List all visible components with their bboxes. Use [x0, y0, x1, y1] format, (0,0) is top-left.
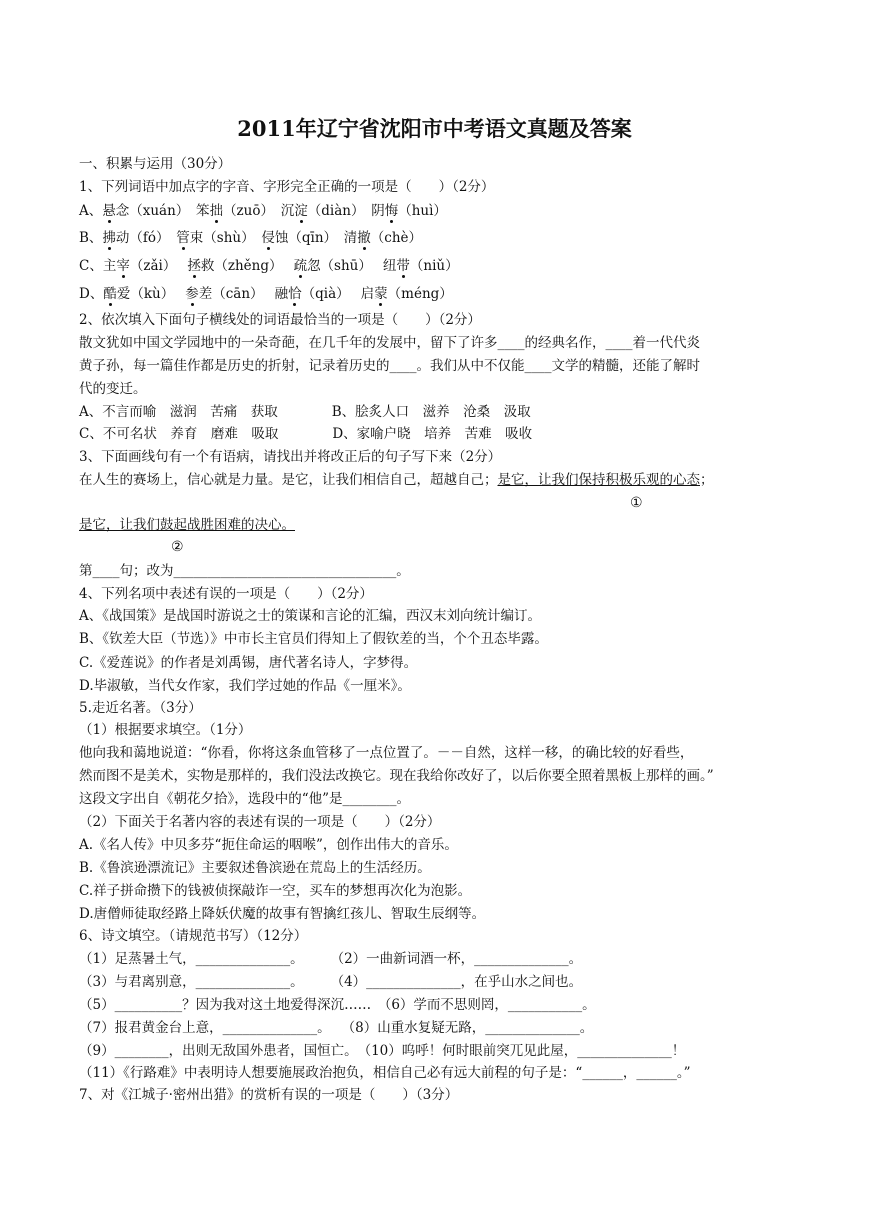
question-7-stem: 7、对《江城子·密州出猎》的赏析有误的一项是（ ）（3分） [79, 1087, 459, 1103]
question-3-passage-line: 在人生的赛场上，信心就是力量。是它，让我们相信自己，超越自己；是它，让我们保持积极乐观的心态； [79, 472, 714, 488]
underlined-sentence-2: 是它，让我们鼓起战胜困难的决心。 [79, 517, 295, 533]
question-2-passage-line: 代的变迁。 [79, 381, 147, 397]
question-3-answer-blank: 第____句；改为_________________________________。 [79, 563, 410, 579]
question-4-option-d: D.毕淑敏，当代女作家，我们学过她的作品《一厘米》。 [79, 678, 411, 694]
question-5-option-c: C.祥子拼命攒下的钱被侦探敲诈一空，买车的梦想再次化为泡影。 [79, 883, 472, 899]
question-5-sub-1: （1）根据要求填空。（1分） [79, 722, 252, 738]
question-6-line: （7）报君黄金台上意，______________。 （8）山重水复疑无路，______________。 [79, 1020, 594, 1036]
question-6-line: （11）《行路难》中表明诗人想要施展政治抱负，相信自己必有远大前程的句子是：“______，______。” [79, 1065, 691, 1081]
question-6-stem: 6、诗文填空。（请规范书写）（12分） [79, 928, 308, 944]
question-1-option-a: A、悬念（xuán） 笨拙（zuō） 沉淀（diàn） 阴悔（huì） [79, 203, 447, 219]
question-5-option-d: D.唐僧师徒取经路上降妖伏魔的故事有智擒红孩儿、智取生辰纲等。 [79, 906, 486, 922]
question-5-passage-line: 他向我和蔼地说道：“你看，你将这条血管移了一点位置了。－－自然，这样一移，的确比较的好看些， [79, 745, 694, 761]
question-6-line: （1）足蒸暑土气，______________。 （2）一曲新词酒一杯，______________。 [79, 951, 583, 967]
question-6-line: （9）________，出则无敌国外患者，国恒亡。 （10）呜呼！何时眼前突兀见此屋，______________！ [79, 1043, 686, 1059]
question-5-stem: 5.走近名著。（3分） [79, 700, 202, 716]
question-4-option-c: C.《爱莲说》的作者是刘禹锡，唐代著名诗人，字梦得。 [79, 655, 418, 671]
question-4-option-b: B、《钦差大臣（节选）》中市长主官员们得知上了假钦差的当，个个丑态毕露。 [79, 631, 548, 647]
sentence-marker-1: ① [630, 495, 643, 511]
question-3-stem: 3、下面画线句有一个有语病，请找出并将改正后的句子写下来（2分） [79, 449, 502, 465]
question-5-passage-line: 然而图不是美术，实物是那样的，我们没法改换它。现在我给你改好了，以后你要全照着黑板上那样的画。” [79, 768, 714, 784]
question-5-option-b: B.《鲁滨逊漂流记》主要叙述鲁滨逊在荒岛上的生活经历。 [79, 860, 431, 876]
question-1-option-c: C、主宰（zǎi） 拯救（zhěng） 疏忽（shū） 纽带（niǔ） [79, 258, 459, 274]
question-1-option-b: B、拂动（fó） 管束（shù） 侵蚀（qīn） 清撤（chè） [79, 230, 423, 246]
underlined-sentence-1: 是它，让我们保持积极乐观的心态 [497, 472, 700, 488]
page-title: 2011年辽宁省沈阳市中考语文真题及答案 [237, 116, 632, 141]
question-1-stem: 1、下列词语中加点字的字音、字形完全正确的一项是（ ）（2分） [79, 179, 495, 195]
question-2-options-ab: A、不言而喻 滋润 苦痛 获取 B、脍炙人口 滋养 沧桑 汲取 [79, 404, 531, 420]
question-5-sub-2: （2）下面关于名著内容的表述有误的一项是（ ）（2分） [79, 814, 441, 830]
question-2-options-cd: C、不可名状 养育 磨难 吸取 D、家喻户晓 培养 苦难 吸收 [79, 426, 533, 442]
question-2-stem: 2、依次填入下面句子横线处的词语最恰当的一项是（ ）（2分） [79, 312, 481, 328]
question-2-passage-line: 黄子孙，每一篇佳作都是历史的折射，记录着历史的____。我们从中不仅能____文学的精髓，还能了解时 [79, 358, 700, 374]
question-4-stem: 4、下列名项中表述有误的一项是（ ）（2分） [79, 586, 373, 602]
question-4-option-a: A、《战国策》是战国时游说之士的策谋和言论的汇编，西汉末刘向统计编订。 [79, 608, 541, 624]
question-2-passage-line: 散文犹如中国文学园地中的一朵奇葩，在几千年的发展中，留下了许多____的经典名作，____着一代代炎 [79, 335, 700, 351]
question-6-line: （5）__________？因为我对这土地爱得深沉…… （6）学而不思则罔，___________。 [79, 997, 596, 1013]
section-heading: 一、积累与运用（30分） [79, 156, 232, 172]
sentence-marker-2: ② [171, 539, 184, 555]
question-5-option-a: A.《名人传》中贝多芬“扼住命运的咽喉”，创作出伟大的音乐。 [79, 837, 458, 853]
question-1-option-d: D、酷爱（kù） 参差（cān） 融恰（qià） 启蒙（méng） [79, 286, 453, 302]
question-3-passage-line [79, 515, 295, 535]
question-5-passage-line: 这段文字出自《朝花夕拾》，选段中的“他”是________。 [79, 791, 411, 807]
question-6-line: （3）与君离别意，______________。 （4）______________，在乎山水之间也。 [79, 974, 583, 990]
